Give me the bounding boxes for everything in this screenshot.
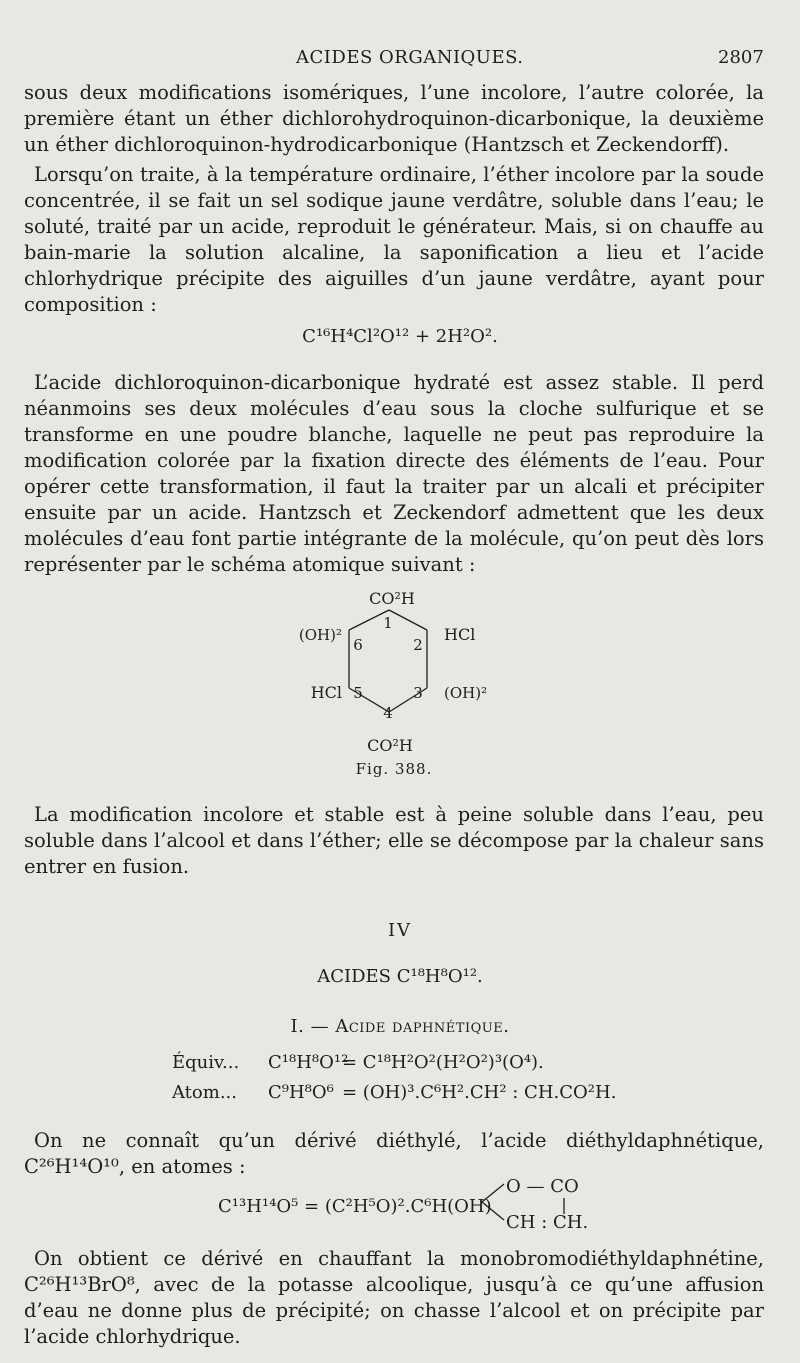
paragraph-isomers: sous deux modifications isomériques, l’une incolore, l’autre colorée, la première étant un éther dichlorohydroquinon-dicarbonique, la deuxième un éther dichloroquinon-hydrodicarbonique (Hantzsch et Zeckendorff).: [24, 81, 764, 156]
ring-position-2: 2: [413, 636, 423, 654]
paragraph-preparation: On obtient ce dérivé en chauffant la monobromodiéthyldaphnétine, C²⁶H¹³BrO⁸, avec de la potasse alcoolique, jusqu’à ce qu’une affusion d’eau ne donne plus de précipité; on chasse l’alcool et on précipite par l’acide chlorhydrique.: [24, 1247, 764, 1348]
figure-caption: Fig. 388.: [355, 760, 433, 778]
paragraph-diethyl-derivative: On ne connaît qu’un dérivé diéthylé, l’acide diéthyldaphnétique, C²⁶H¹⁴O¹⁰, en atomes :: [24, 1129, 764, 1178]
formula-diethyl-bottom: CH : CH.: [506, 1212, 589, 1233]
subsection-title: I. — Acide daphnétique.: [290, 1016, 510, 1037]
atom-label: Atom...: [172, 1082, 237, 1103]
section-number: IV: [387, 920, 413, 941]
equiv-formula: C¹⁸H⁸O¹²: [268, 1052, 349, 1073]
page-number: 2807: [718, 47, 764, 68]
atom-expansion: = (OH)³.C⁶H².CH² : CH.CO²H.: [342, 1082, 617, 1103]
running-header: ACIDES ORGANIQUES.: [296, 47, 524, 68]
substituent-left-top: (OH)²: [298, 626, 342, 644]
formula-diethyl-lhs: C¹³H¹⁴O⁵ = (C²H⁵O)².C⁶H(OH): [218, 1196, 492, 1217]
ring-position-5: 5: [353, 684, 363, 702]
ring-position-4: 4: [383, 704, 393, 722]
paragraph-colorless-form: La modification incolore et stable est à peine soluble dans l’eau, peu soluble dans l’alcool et dans l’éther; elle se décompose par la chaleur sans entrer en fusion.: [24, 803, 764, 878]
equiv-label: Équiv...: [172, 1052, 240, 1073]
substituent-bottom: CO²H: [367, 736, 413, 755]
paragraph-saponification: Lorsqu’on traite, à la température ordinaire, l’éther incolore par la soude concentrée, il se fait un sel sodique jaune verdâtre, soluble dans l’eau; le soluté, traité par un acide, reproduit le générateur. Mais, si on chauffe au bain-marie la solution alcaline, la saponification a lieu et l’acide chlorhydrique précipite des aiguilles d’un jaune verdâtre, ayant pour composition :: [24, 163, 764, 316]
lactone-bracket-lines: [482, 1184, 504, 1220]
ring-bond-1-2: [389, 610, 427, 630]
ring-position-6: 6: [353, 636, 363, 654]
ring-position-3: 3: [413, 684, 423, 702]
substituent-left-bottom: HCl: [310, 683, 342, 702]
substituent-right-top: HCl: [444, 625, 476, 644]
formula-hydrate: C¹⁶H⁴Cl²O¹² + 2H²O².: [302, 326, 498, 347]
substituent-right-bottom: (OH)²: [444, 684, 488, 702]
atom-formula: C⁹H⁸O⁶: [268, 1082, 334, 1103]
formula-diethyl-top: O — CO: [506, 1176, 579, 1197]
equiv-expansion: = C¹⁸H²O²(H²O²)³(O⁴).: [342, 1052, 544, 1073]
substituent-top: CO²H: [369, 589, 415, 608]
paragraph-hydrated-acid: L’acide dichloroquinon-dicarbonique hydraté est assez stable. Il perd néanmoins ses deux molécules d’eau sous la cloche sulfurique et se transforme en une poudre blanche, laquelle ne peut pas reproduire la modification colorée par la fixation directe des éléments de l’eau. Pour opérer cette transformation, il faut la traiter par un alcali et précipiter ensuite par un acide. Hantzsch et Zeckendorf admettent que les deux molécules d’eau font partie intégrante de la molécule, qu’on peut dès lors représenter par le schéma atomique suivant :: [24, 371, 764, 576]
ring-position-1: 1: [383, 614, 393, 632]
section-title: ACIDES C¹⁸H⁸O¹².: [317, 966, 483, 987]
benzene-ring-diagram: [280, 584, 510, 756]
